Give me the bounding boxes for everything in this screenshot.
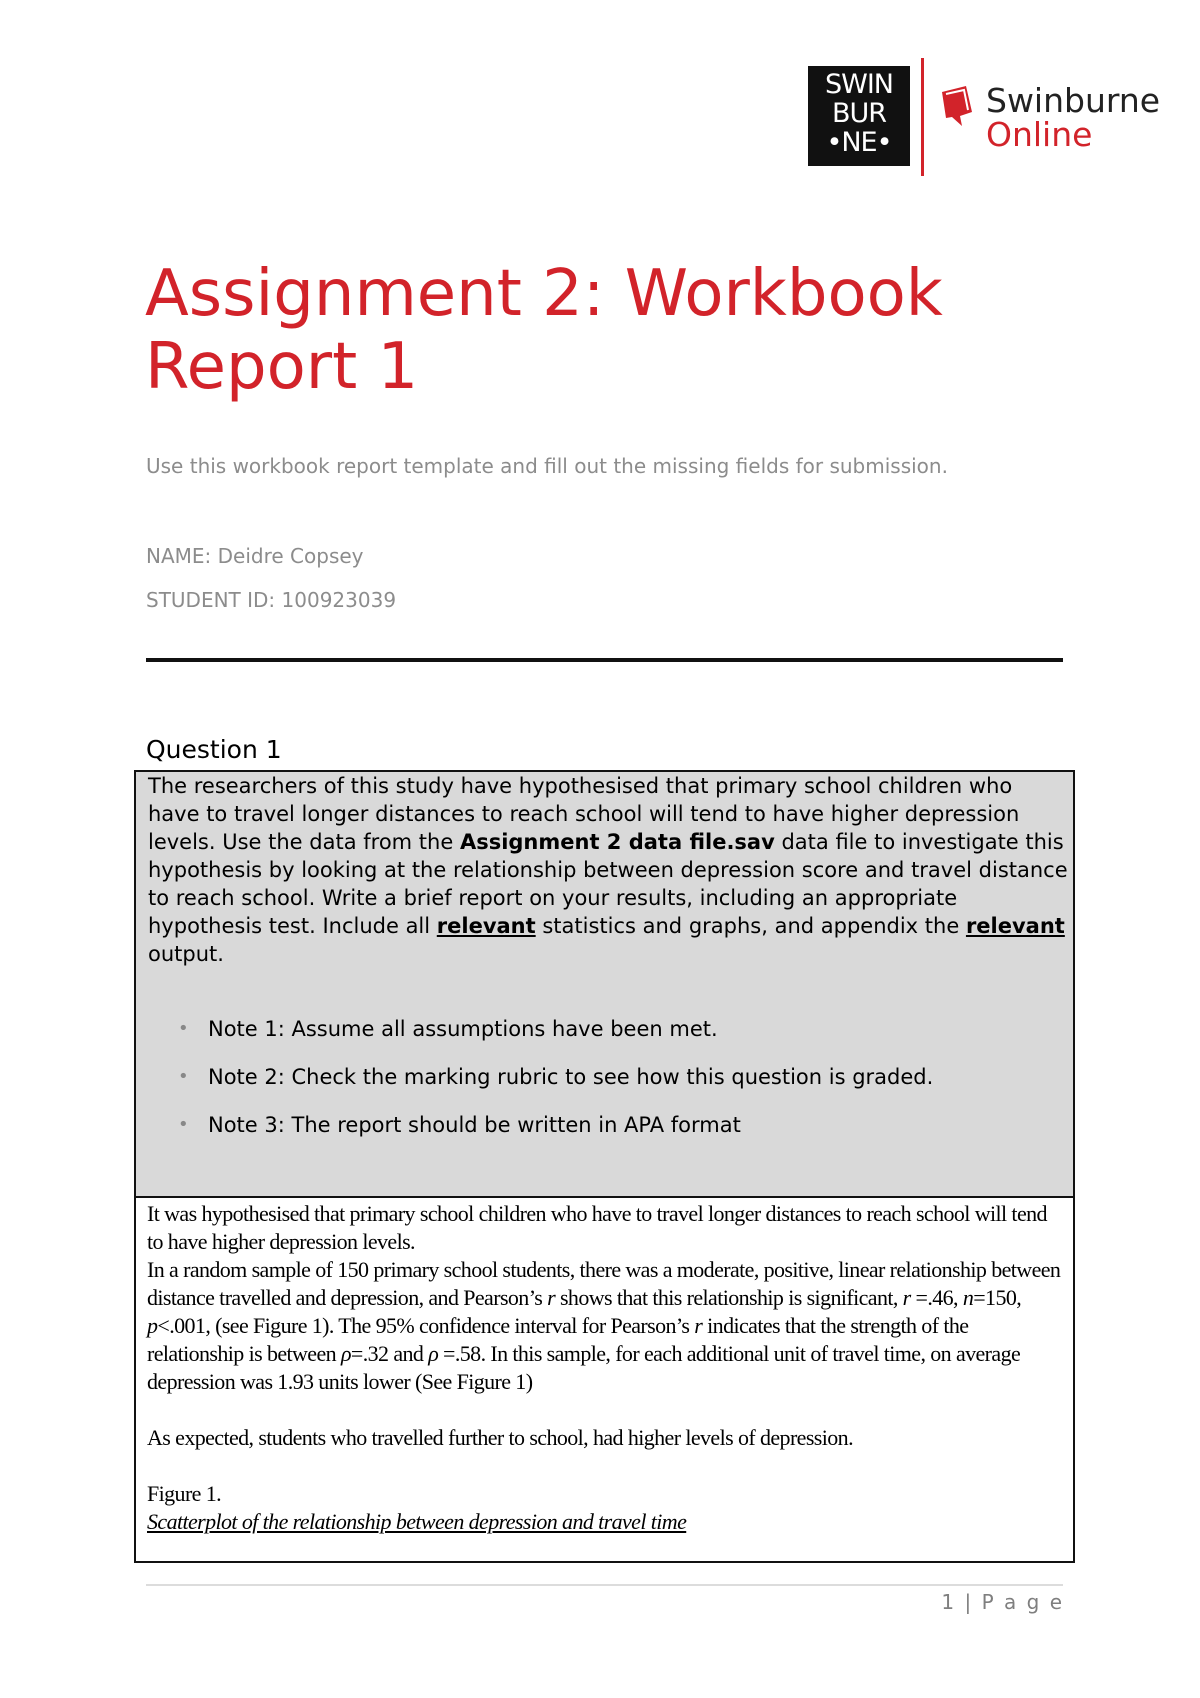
stat-symbol-r: r xyxy=(547,1285,556,1310)
answer-text-part: =150, xyxy=(973,1285,1022,1310)
answer-text-part: =.46, xyxy=(910,1285,963,1310)
page-label: | P a g e xyxy=(964,1590,1064,1614)
student-name xyxy=(146,544,364,568)
page-number-value: 1 xyxy=(941,1590,957,1614)
question-text-part: statistics and graphs, and appendix the xyxy=(535,914,966,938)
answer-paragraph-3: As expected, students who travelled further to school, had higher levels of depression. xyxy=(147,1425,853,1450)
id-value: 100923039 xyxy=(281,588,397,612)
stat-symbol-rho: ρ xyxy=(340,1341,351,1366)
title-line-1: Assignment 2: Workbook xyxy=(145,257,943,331)
note-text: Note 1: Assume all assumptions have been met. xyxy=(208,1017,718,1041)
stat-symbol-p: p xyxy=(147,1313,158,1338)
notes-list xyxy=(178,1015,933,1159)
name-value: Deidre Copsey xyxy=(217,544,364,568)
answer-text-part: =.32 and xyxy=(350,1341,429,1366)
answer-text xyxy=(147,1200,1065,1536)
question-text-part: data file to investigate this hypothesis by looking at the relationship between depression score and travel distance to reach school. Write a brief report on your results, including an appropriate hypothesis test. Include all xyxy=(148,830,1068,938)
id-label: STUDENT ID: xyxy=(146,588,282,612)
paragraph-gap xyxy=(147,1396,1065,1424)
paragraph-gap xyxy=(147,1452,1065,1480)
student-id xyxy=(146,588,396,612)
data-file-name: Assignment 2 data file.sav xyxy=(459,830,775,854)
note-text: Note 2: Check the marking rubric to see how this question is graded. xyxy=(208,1065,934,1089)
answer-text-part: indicates that the strength of the relationship is between xyxy=(147,1313,969,1366)
question-heading: Question 1 xyxy=(146,735,282,764)
answer-paragraph-2 xyxy=(147,1256,1065,1396)
header-logo xyxy=(808,58,1170,176)
stat-symbol-rho: ρ xyxy=(428,1341,439,1366)
online-brand-line-1: Swinburne xyxy=(986,81,1161,120)
list-item xyxy=(178,1111,933,1159)
swinburne-logo xyxy=(808,66,910,166)
logo-line-2: BUR xyxy=(831,98,887,129)
question-text-part: output. xyxy=(148,942,224,966)
question-box xyxy=(134,770,1075,1196)
relevant-emphasis: relevant xyxy=(436,914,536,938)
answer-text-part: shows that this relationship is significant, xyxy=(555,1285,903,1310)
answer-text-part: <.001, (see Figure 1). The 95% confidence interval for Pearson’s xyxy=(157,1313,695,1338)
list-item xyxy=(178,1015,933,1063)
figure-caption xyxy=(147,1508,1065,1536)
stat-symbol-r: r xyxy=(694,1313,703,1338)
title-line-2: Report 1 xyxy=(145,330,419,404)
instructions-text: Use this workbook report template and fill out the missing fields for submission. xyxy=(146,454,948,478)
online-brand-line-2: Online xyxy=(986,115,1093,154)
logo-line-3: •NE• xyxy=(826,127,892,158)
relevant-emphasis: relevant xyxy=(965,914,1065,938)
figure-label: Figure 1. xyxy=(147,1481,222,1506)
page-number xyxy=(941,1590,1064,1614)
answer-box xyxy=(134,1196,1075,1563)
answer-text-part: =.58. In this sample, for each additional unit of travel time, on average depression was 1.93 units lower (See Figure 1) xyxy=(147,1341,1021,1394)
speech-bubble-icon xyxy=(938,84,978,128)
stat-symbol-n: n xyxy=(962,1285,974,1310)
list-item xyxy=(178,1063,933,1111)
bullet-icon: • xyxy=(178,1018,189,1039)
bullet-icon: • xyxy=(178,1066,189,1087)
page-title xyxy=(145,258,1045,404)
footer-divider xyxy=(146,1584,1063,1586)
stat-symbol-r: r xyxy=(902,1285,911,1310)
answer-text-part: In a random sample of 150 primary school students, there was a moderate, positive, linear relationship between distance travelled and depression, and Pearson’s xyxy=(147,1257,1061,1310)
figure-caption-text: Scatterplot of the relationship between depression and travel time xyxy=(147,1509,687,1534)
name-label: NAME: xyxy=(146,544,218,568)
bullet-icon: • xyxy=(178,1114,189,1135)
note-text: Note 3: The report should be written in APA format xyxy=(208,1113,741,1137)
divider-rule xyxy=(146,658,1063,662)
question-text xyxy=(148,772,1068,968)
logo-divider xyxy=(921,58,924,176)
answer-paragraph-1: It was hypothesised that primary school children who have to travel longer distances to reach school will tend to have higher depression levels. xyxy=(147,1201,1047,1254)
question-text-part: The researchers of this study have hypothesised that primary school children who have to travel longer distances to reach school will tend to have higher depression levels. Use the data from the xyxy=(148,774,1020,854)
logo-line-1: SWIN xyxy=(825,69,893,100)
